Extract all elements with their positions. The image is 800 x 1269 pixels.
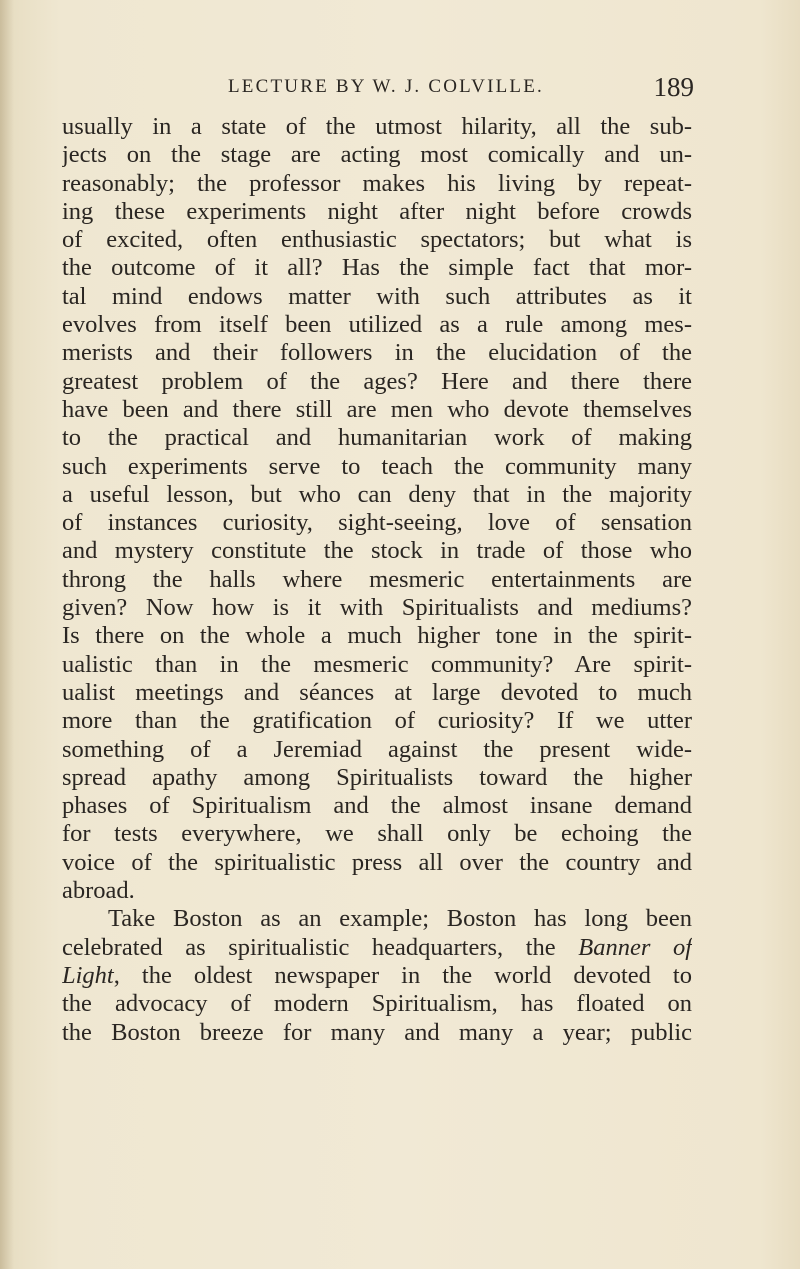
text-line: more than the gratification of curiosity? If we utter: [62, 707, 692, 735]
gutter-shadow: [0, 0, 14, 1269]
newspaper-title: Light: [62, 961, 114, 989]
text-line: ualist meetings and séances at large devoted to much: [62, 678, 692, 706]
text-line: given? Now how is it with Spiritualists and mediums?: [62, 594, 692, 622]
text-line: throng the halls where mesmeric entertainments are: [62, 565, 692, 593]
text-fragment: celebrated as spiritualistic headquarters, the: [62, 933, 579, 961]
newspaper-title: Banner of: [578, 933, 692, 961]
text-line: the outcome of it all? Has the simple fact that mor-: [62, 254, 692, 282]
text-line: phases of Spiritualism and the almost insane demand: [62, 792, 692, 820]
text-line: usually in a state of the utmost hilarity, all the sub-: [62, 113, 692, 140]
text-line: reasonably; the professor makes his living by repeat-: [62, 169, 692, 197]
text-line: of excited, often enthusiastic spectators; but what is: [62, 226, 692, 254]
text-line: ing these experiments night after night before crowds: [62, 197, 692, 225]
text-line: evolves from itself been utilized as a rule among mes-: [62, 311, 692, 339]
text-line: the Boston breeze for many and many a year; public: [62, 1018, 692, 1046]
text-line: spread apathy among Spiritualists toward the higher: [62, 763, 692, 791]
text-line: voice of the spiritualistic press all over the country and: [62, 848, 692, 876]
body-text: [62, 113, 692, 1047]
text-line: merists and their followers in the elucidation of the: [62, 339, 692, 367]
text-line: [62, 962, 692, 990]
text-line: such experiments serve to teach the community many: [62, 452, 692, 480]
text-line: a useful lesson, but who can deny that in the majority: [62, 480, 692, 508]
text-line: the advocacy of modern Spiritualism, has floated on: [62, 990, 692, 1018]
text-line: [62, 934, 692, 962]
text-line: jects on the stage are acting most comically and un-: [62, 141, 692, 169]
header-title: LECTURE BY W. J. COLVILLE.: [228, 76, 544, 97]
text-line: and mystery constitute the stock in trade of those who: [62, 537, 692, 565]
text-line: ualistic than in the mesmeric community? Are spirit-: [62, 650, 692, 678]
text-line: to the practical and humanitarian work of making: [62, 424, 692, 452]
text-line: Is there on the whole a much higher tone in the spirit-: [62, 622, 692, 650]
text-line: something of a Jeremiad against the present wide-: [62, 735, 692, 763]
text-line: for tests everywhere, we shall only be echoing the: [62, 820, 692, 848]
text-line: Take Boston as an example; Boston has long been: [108, 905, 692, 933]
page-number: 189: [653, 72, 694, 102]
running-head: [228, 72, 694, 104]
text-line: have been and there still are men who devote themselves: [62, 395, 692, 423]
text-line: of instances curiosity, sight-seeing, love of sensation: [62, 509, 692, 537]
text-fragment: , the oldest newspaper in the world devoted to: [113, 961, 692, 989]
text-line: abroad.: [62, 877, 135, 905]
text-line: greatest problem of the ages? Here and there there: [62, 367, 692, 395]
text-line: tal mind endows matter with such attributes as it: [62, 282, 692, 310]
